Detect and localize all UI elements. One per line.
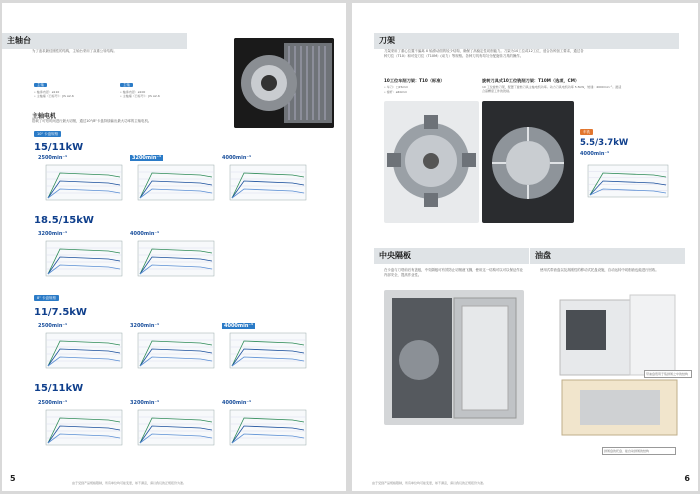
spindle-spec-a xyxy=(34,71,124,98)
partition-desc: 在卡盘与刀塔前后有盖板，中央隔板可有效防止切削液飞溅，使用这一结构可以可以保证作业内部安全，提高作业性。 xyxy=(384,268,524,277)
spec-line: • 轴承内径：ø100 xyxy=(120,90,146,94)
spec-line: • 主轴端（日标号）：JIS A2-6 xyxy=(120,94,160,98)
power-speed-chart xyxy=(38,163,126,208)
section-title: 油盘 xyxy=(535,251,551,260)
page-number-right: 6 xyxy=(684,474,690,483)
section-header-spindle xyxy=(2,33,187,49)
spec-line: • 轴承内径：ø110 xyxy=(34,90,60,94)
power-speed-chart xyxy=(130,331,218,376)
power-speed-chart xyxy=(130,408,218,453)
group3-power: 11/7.5kW xyxy=(34,307,87,318)
motor-title: 主轴电机 xyxy=(32,113,57,120)
chart-speed-label: 4000min⁻¹ xyxy=(222,155,252,161)
footnote-left: 由于受到产品规格限制，所有单位均可能变更，如不满意，请以我们的正规报价为准。 xyxy=(72,481,187,485)
power-speed-chart xyxy=(38,408,126,453)
turret-t10-photo xyxy=(384,101,479,223)
oilpan-callout: 排屑盘的托盘、能自动排屑的结构 xyxy=(602,447,676,455)
section-header-turret xyxy=(374,33,679,49)
spec-line: • 主轴端（日标号）：JIS A2-6 xyxy=(34,94,74,98)
right-page xyxy=(352,3,698,491)
left-page xyxy=(2,3,346,491)
power-speed-chart xyxy=(222,408,310,453)
spindle-intro: 为了追求最佳刚性的结构，主轴台采用了双重公转结构。 xyxy=(32,49,117,53)
oilpan-desc: 使用式带油盘以及高刚性的移动式托盘设施，自动运转中切削油也能进行回收。 xyxy=(540,268,659,272)
section-title: 中央隔板 xyxy=(379,251,411,260)
section-header-partition xyxy=(374,248,529,264)
oilpan-photo xyxy=(540,290,690,440)
milling-speed: 4000min⁻¹ xyxy=(580,151,610,157)
chart-speed-label: 3200min⁻¹ xyxy=(130,323,160,329)
group2-power: 18.5/15kW xyxy=(34,215,94,226)
section-title: 刀架 xyxy=(379,36,395,45)
chart-speed-label: 2500min⁻¹ xyxy=(38,323,68,329)
t10m-title: 旋转刀具式10工位铣削刀架：T10M（选项，CM） xyxy=(482,78,580,83)
milling-power: 5.5/3.7kW xyxy=(580,138,629,148)
power-speed-chart xyxy=(222,163,310,208)
oilpan-callout: 带油盘低用于集排屑之中的结构 xyxy=(644,370,692,378)
power-speed-chart xyxy=(38,331,126,376)
chart-speed-label: 4000min⁻¹ xyxy=(222,400,252,406)
turret-t10m-photo xyxy=(482,101,574,223)
section-title: 主轴台 xyxy=(7,36,31,45)
power-speed-chart xyxy=(222,331,310,376)
chart-speed-label: 2500min⁻¹ xyxy=(38,155,68,161)
spindle-spec-b xyxy=(120,71,210,98)
partition-photo xyxy=(384,290,524,425)
chart-speed-label: 4000min⁻¹ xyxy=(130,231,160,237)
chart-speed-label: 3200min⁻¹ xyxy=(38,231,68,237)
spindle-photo xyxy=(234,38,334,128)
t10-title: 10工位车削刀架：T10（标准） xyxy=(384,78,445,83)
group1-power: 15/11kW xyxy=(34,142,84,153)
chart-speed-label: 2500min⁻¹ xyxy=(38,400,68,406)
group4-power: 15/11kW xyxy=(34,383,84,394)
section-header-oilpan xyxy=(530,248,685,264)
power-speed-chart xyxy=(130,239,218,284)
power-speed-chart xyxy=(580,163,672,205)
chuck10-badge: 10" 卡盘规格 xyxy=(34,131,61,137)
footnote-right: 由于受到产品规格限制，所有单位均可能变更，如不满意，请以我们的正规报价为准。 xyxy=(372,481,487,485)
chart-speed-label: 3200min⁻¹ xyxy=(132,155,162,161)
power-speed-chart xyxy=(38,239,126,284)
page-number-left: 5 xyxy=(10,474,16,483)
t10-spec: • 车刀：□25mm xyxy=(384,85,409,89)
t10-spec: • 镗杆：ø40mm xyxy=(384,90,408,94)
turret-desc: 刀架采用了重心位置不偏离 X 轴滑动面的较少结构，确保了高稳定性切削能力。刀架为10工位或12工位，适合各种加工要求，通过各种刀位（T10）和可变刀位（T10M）(动力）等规格。各种刀具有均匀分配旋转刀具的操作。 xyxy=(384,49,584,58)
spec-tag: 主轴 xyxy=(120,83,133,87)
chuck8-badge: 8" 卡盘规格 xyxy=(34,295,59,301)
t10m-desc: 10 工位旋转刀架，配置了旋转刀具主轴电机功率。动力刀具电机功率 5.5kW，转速：4000min⁻¹。最适合高精度工件的铣削。 xyxy=(482,85,622,93)
motor-desc: 搭载了可短时间进行最大切削，通过10"/8"卡盘持续输出最大功率的主轴电机。 xyxy=(32,119,152,123)
chart-speed-label: 3200min⁻¹ xyxy=(130,400,160,406)
milling-badge: 车铣 xyxy=(580,129,593,135)
power-speed-chart xyxy=(130,163,218,208)
spec-tag: 主轴 xyxy=(34,83,47,87)
chart-speed-label: 4000min⁻¹ xyxy=(224,323,254,329)
